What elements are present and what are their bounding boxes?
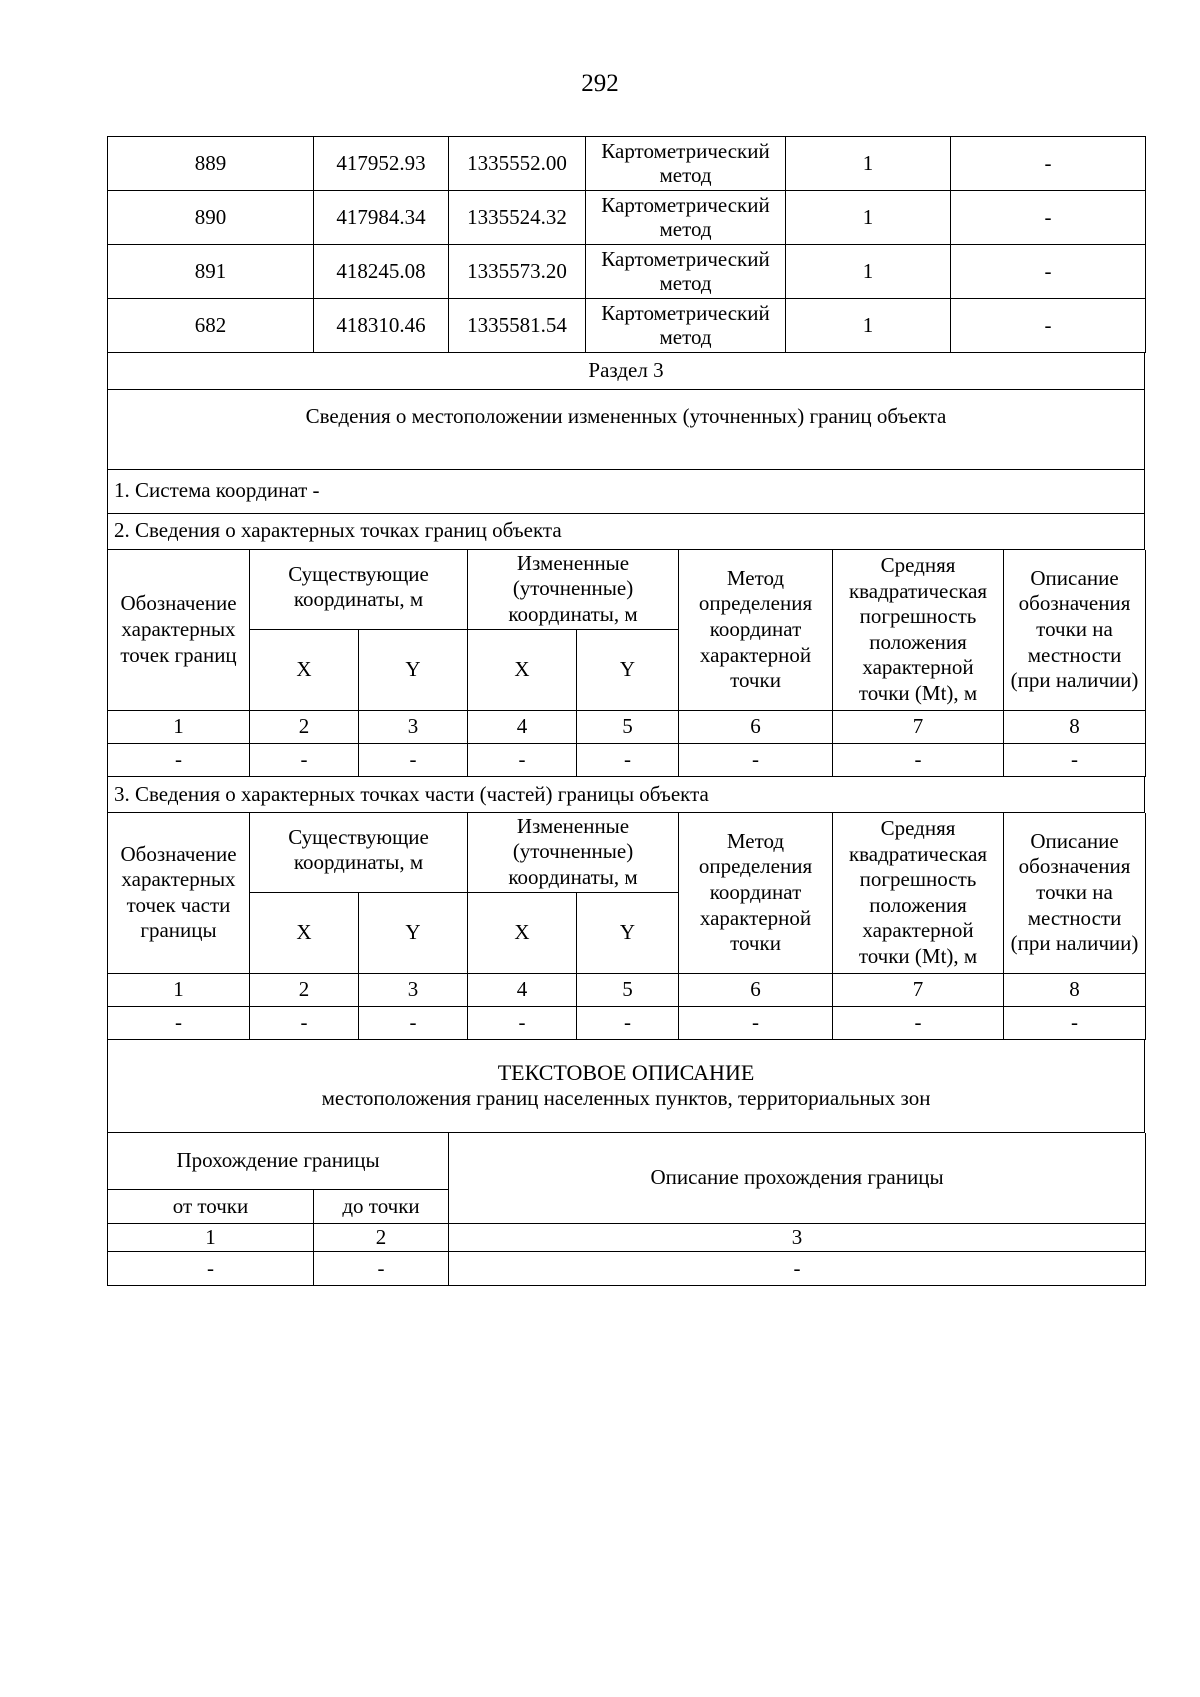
point-method: Картометрический метод: [586, 245, 786, 299]
column-number: 6: [679, 974, 833, 1007]
col-method: Метод определения координат характерной точки: [679, 550, 833, 711]
col-y: Y: [359, 893, 468, 974]
table-row: [108, 137, 1146, 191]
point-id: 891: [108, 245, 314, 299]
column-number: 8: [1004, 974, 1146, 1007]
point-id: 682: [108, 299, 314, 353]
page-number: 292: [581, 70, 619, 97]
table-cell: -: [679, 744, 833, 777]
col-y: Y: [577, 630, 679, 711]
column-number: 3: [359, 711, 468, 744]
coordinate-system: 1. Система координат -: [108, 469, 1145, 513]
point-y: 1335524.32: [449, 191, 586, 245]
point-y: 1335573.20: [449, 245, 586, 299]
col-x: X: [468, 893, 577, 974]
section3-header: [107, 353, 1145, 550]
table-row: [108, 1252, 1146, 1286]
point-mt: 1: [786, 137, 951, 191]
table-cell: -: [833, 1007, 1004, 1040]
col-from-point: от точки: [108, 1190, 314, 1224]
col-x: X: [468, 630, 577, 711]
point-mt: 1: [786, 245, 951, 299]
column-number: 5: [577, 711, 679, 744]
point-id: 890: [108, 191, 314, 245]
col-y: Y: [577, 893, 679, 974]
col-y: Y: [359, 630, 468, 711]
table-cell: -: [108, 1252, 314, 1286]
document-sheet: [107, 136, 1145, 1286]
col-to-point: до точки: [314, 1190, 449, 1224]
point-x: 417984.34: [314, 191, 449, 245]
column-number: 5: [577, 974, 679, 1007]
table-cell: -: [314, 1252, 449, 1286]
table-row: [108, 245, 1146, 299]
point-y: 1335581.54: [449, 299, 586, 353]
item3-heading: 3. Сведения о характерных точках части (частей) границы объекта: [108, 777, 1145, 812]
column-number: 2: [314, 1224, 449, 1252]
column-number: 1: [108, 1224, 314, 1252]
column-numbers-row: [108, 711, 1146, 744]
table-cell: -: [679, 1007, 833, 1040]
points-table: [107, 136, 1146, 353]
col-boundary-passage: Прохождение границы: [108, 1133, 449, 1190]
column-number: 2: [250, 711, 359, 744]
table-cell: -: [359, 1007, 468, 1040]
boundary-passage-table: [107, 1133, 1146, 1287]
table-cell: -: [449, 1252, 1146, 1286]
column-number: 7: [833, 711, 1004, 744]
point-method: Картометрический метод: [586, 137, 786, 191]
point-desc: -: [951, 299, 1146, 353]
col-description: Описание обозначения точки на местности (при наличии): [1004, 550, 1146, 711]
col-mt: Средняя квадратическая погрешность положения характерной точки (Mt), м: [833, 813, 1004, 974]
col-mt: Средняя квадратическая погрешность положения характерной точки (Mt), м: [833, 550, 1004, 711]
boundary-points-table: [107, 550, 1146, 778]
col-point-designation: Обозначение характерных точек части границы: [108, 813, 250, 974]
col-point-designation: Обозначение характерных точек границ: [108, 550, 250, 711]
column-number: 6: [679, 711, 833, 744]
column-number: 3: [359, 974, 468, 1007]
text-description-header: [107, 1040, 1145, 1133]
text-description-subtitle: местоположения границ населенных пунктов, территориальных зон: [321, 1086, 931, 1111]
table-row: [108, 299, 1146, 353]
text-description-title-cell: [108, 1040, 1145, 1132]
point-method: Картометрический метод: [586, 191, 786, 245]
column-number: 1: [108, 711, 250, 744]
point-desc: -: [951, 191, 1146, 245]
table-row: [108, 744, 1146, 777]
col-changed-coords: Измененные (уточненные) координаты, м: [468, 813, 679, 893]
point-method: Картометрический метод: [586, 299, 786, 353]
point-id: 889: [108, 137, 314, 191]
table-cell: -: [108, 744, 250, 777]
table-cell: -: [577, 1007, 679, 1040]
point-x: 418310.46: [314, 299, 449, 353]
section-heading: Раздел 3: [108, 353, 1145, 389]
point-mt: 1: [786, 299, 951, 353]
table-row: [108, 1007, 1146, 1040]
section-subheading: Сведения о местоположении измененных (уточненных) границ объекта: [108, 389, 1145, 469]
point-x: 418245.08: [314, 245, 449, 299]
col-description: Описание обозначения точки на местности (при наличии): [1004, 813, 1146, 974]
table-cell: -: [468, 744, 577, 777]
point-y: 1335552.00: [449, 137, 586, 191]
table-cell: -: [250, 744, 359, 777]
point-desc: -: [951, 245, 1146, 299]
table-cell: -: [468, 1007, 577, 1040]
col-method: Метод определения координат характерной точки: [679, 813, 833, 974]
column-number: 8: [1004, 711, 1146, 744]
column-numbers-row: [108, 974, 1146, 1007]
table-cell: -: [1004, 1007, 1146, 1040]
text-description-title: ТЕКСТОВОЕ ОПИСАНИЕ: [497, 1059, 755, 1085]
table-row: [108, 191, 1146, 245]
item3-header: [107, 777, 1145, 813]
table-cell: -: [359, 744, 468, 777]
point-mt: 1: [786, 191, 951, 245]
table-cell: -: [1004, 744, 1146, 777]
point-desc: -: [951, 137, 1146, 191]
table-cell: -: [108, 1007, 250, 1040]
col-passage-description: Описание прохождения границы: [449, 1133, 1146, 1224]
col-existing-coords: Существующие координаты, м: [250, 550, 468, 630]
point-x: 417952.93: [314, 137, 449, 191]
column-number: 7: [833, 974, 1004, 1007]
column-numbers-row: [108, 1224, 1146, 1252]
col-x: X: [250, 630, 359, 711]
col-existing-coords: Существующие координаты, м: [250, 813, 468, 893]
column-number: 1: [108, 974, 250, 1007]
column-number: 4: [468, 974, 577, 1007]
table-cell: -: [250, 1007, 359, 1040]
boundary-part-points-table: [107, 813, 1146, 1041]
column-number: 3: [449, 1224, 1146, 1252]
col-x: X: [250, 893, 359, 974]
table-cell: -: [833, 744, 1004, 777]
column-number: 4: [468, 711, 577, 744]
item2-heading: 2. Сведения о характерных точках границ объекта: [108, 513, 1145, 549]
column-number: 2: [250, 974, 359, 1007]
table-cell: -: [577, 744, 679, 777]
col-changed-coords: Измененные (уточненные) координаты, м: [468, 550, 679, 630]
